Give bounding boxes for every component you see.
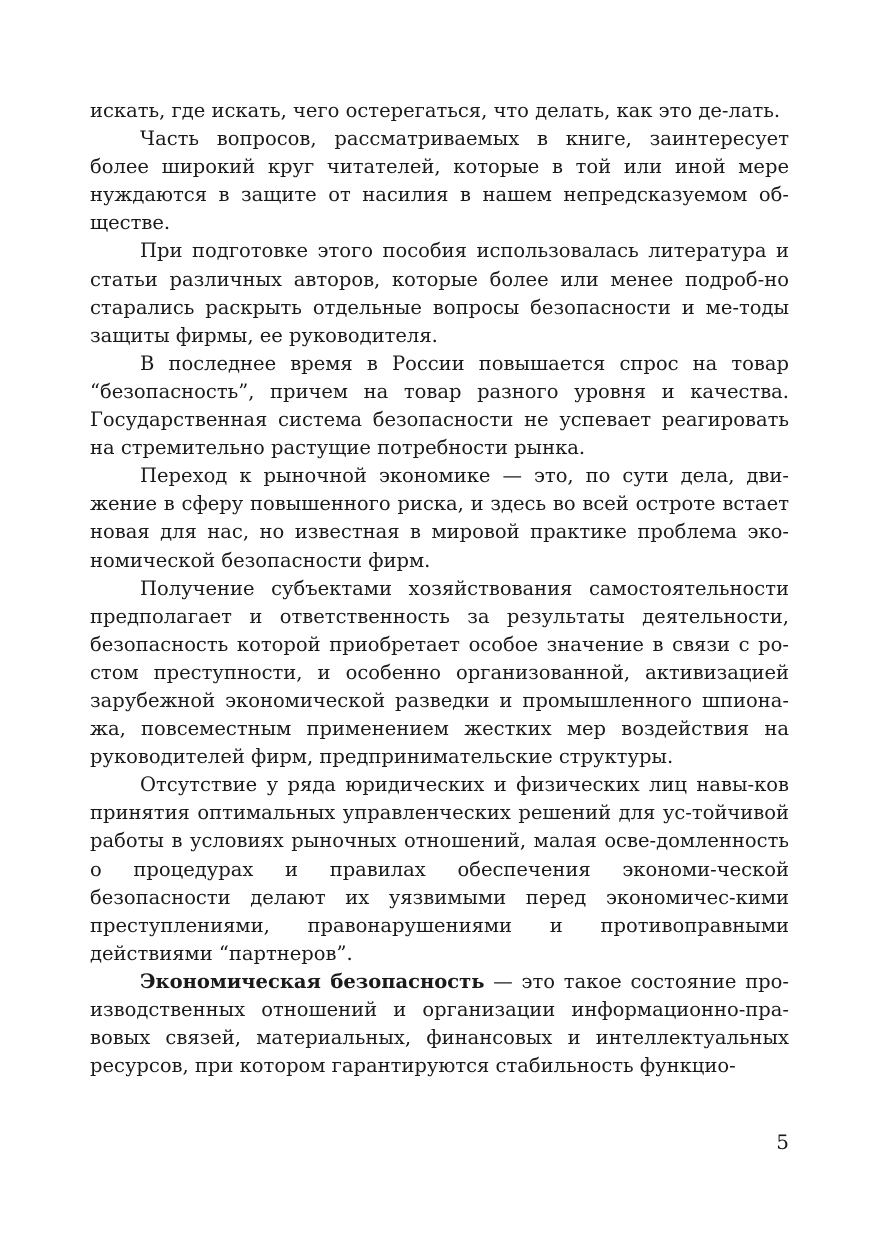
- paragraph: Часть вопросов, рассматриваемых в книге, заинтересует более широкий круг читателей, которые в той или иной мере нуждаются в защите от насилия в нашем непредсказуемом об-ществе.: [90, 127, 789, 235]
- paragraph: Получение субъектами хозяйствования самостоятельности предполагает и ответственность за результаты деятельности, безопасность которой приобретает особое значение в связи с ро-стом преступности, и особенно организованной, активизацией зарубежной экономической разведки и промышленного шпиона-жа, повсеместным применением жестких мер воздействия на руководителей фирм, предпринимательские структуры.: [90, 576, 789, 769]
- page-number: 5: [776, 1130, 789, 1154]
- definition-text: — это такое состояние про-изводственных отношений и организации информационно-пра-вовых связей, материальных, финансовых и интеллектуальных ресурсов, при котором гарантируются стабильность функцио-: [90, 969, 789, 1078]
- defined-term: Экономическая безопасность: [140, 969, 485, 993]
- paragraph: Отсутствие у ряда юридических и физических лиц навы-ков принятия оптимальных управленческих решений для ус-тойчивой работы в условиях рыночных отношений, малая осве-домленность о процедурах и правилах обеспечения экономи-ческой безопасности делают их уязвимыми перед экономичес-кими преступлениями, правонарушениями и противоправными действиями “партнеров”.: [90, 773, 789, 965]
- paragraph-definition: [90, 968, 789, 1080]
- paragraph: В последнее время в России повышается спрос на товар “безопасность”, причем на товар разного уровня и качества. Государственная система безопасности не успевает реагировать на стремительно растущие потребности рынка.: [90, 351, 789, 460]
- page-body: [90, 97, 789, 1080]
- paragraph-continuation: искать, где искать, чего остерегаться, что делать, как это де-лать.: [90, 99, 781, 122]
- paragraph: При подготовке этого пособия использовалась литература и статьи различных авторов, которые более или менее подроб-но старались раскрыть отдельные вопросы безопасности и ме-тоды защиты фирмы, ее руководителя.: [90, 239, 789, 347]
- paragraph: Переход к рыночной экономике — это, по сути дела, дви-жение в сферу повышенного риска, и здесь во всей остроте встает новая для нас, но известная в мировой практике проблема эко-номической безопасности фирм.: [90, 464, 789, 572]
